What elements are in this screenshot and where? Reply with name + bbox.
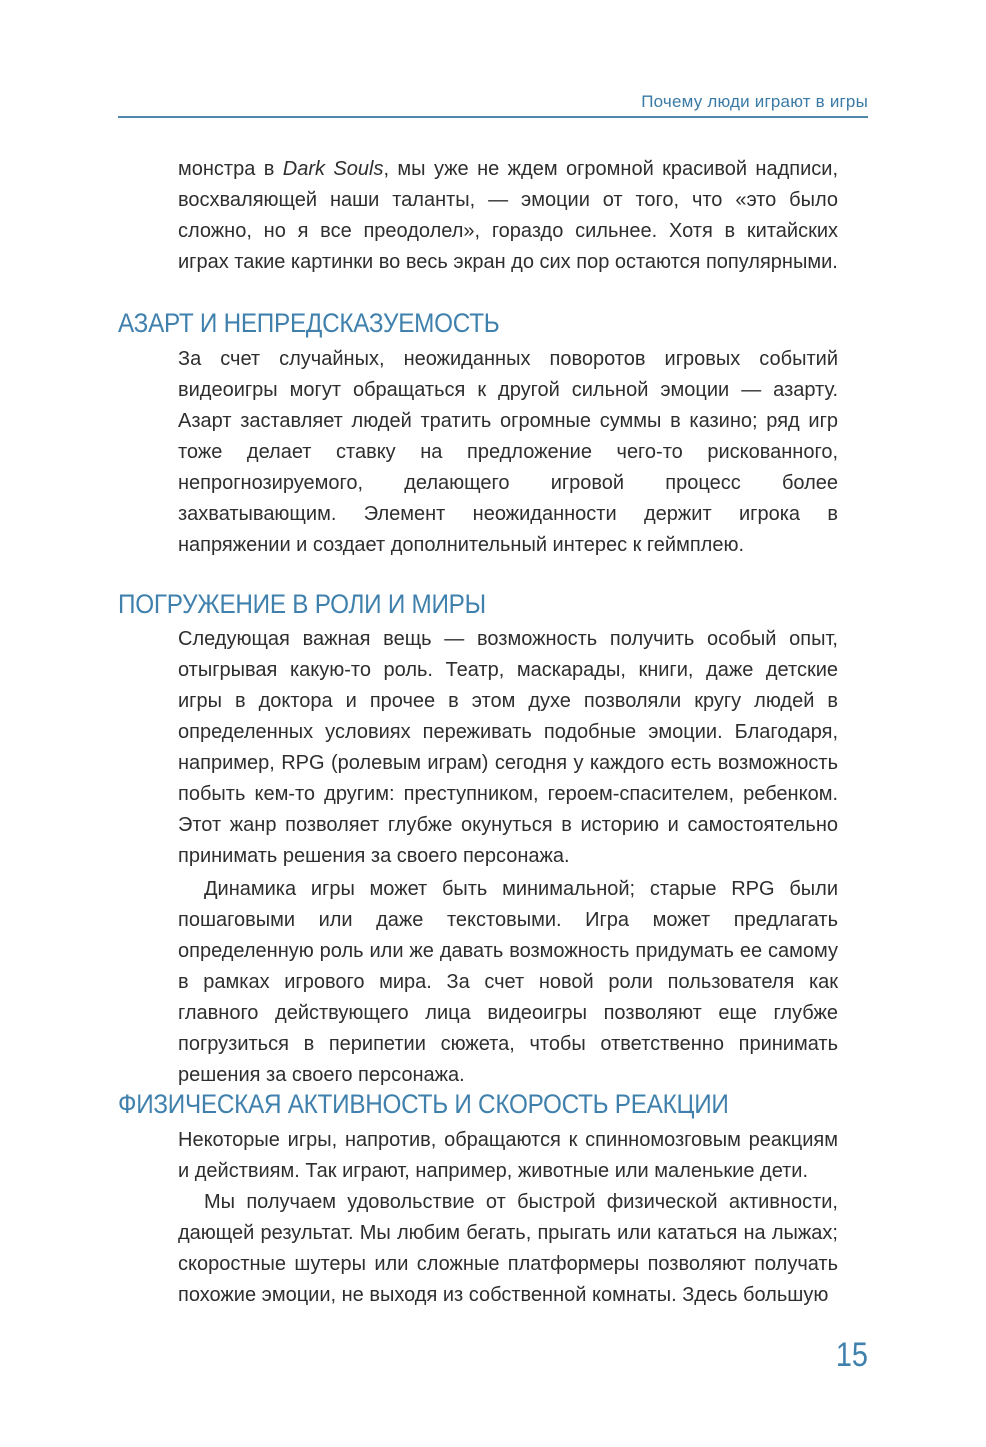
header-rule — [118, 116, 868, 118]
section-physical-paragraph-1: Некоторые игры, напротив, обращаются к спинномозговым реакциям и действиям. Так играют, например, животные или маленькие дети. — [178, 1129, 838, 1182]
page-number: 15 — [835, 1336, 868, 1374]
section-heading-gambling: АЗАРТ И НЕПРЕДСКАЗУЕМОСТЬ — [118, 308, 500, 338]
running-header-title: Почему люди играют в игры — [641, 92, 868, 111]
section-heading-immersion: ПОГРУЖЕНИЕ В РОЛИ И МИРЫ — [118, 589, 486, 619]
section-heading-physical: ФИЗИЧЕСКАЯ АКТИВНОСТЬ И СКОРОСТЬ РЕАКЦИИ — [118, 1089, 729, 1119]
section-physical-paragraph-2: Мы получаем удовольствие от быстрой физической активности, дающей результат. Мы любим бегать, прыгать или кататься на лыжах; скоростные шутеры или сложные платформеры позволяют получать похожие эмоции, не выходя из собственной комнаты. Здесь большую — [178, 1191, 838, 1306]
section-immersion-paragraph-2: Динамика игры может быть минимальной; старые RPG были пошаговыми или даже текстовыми. Игра может предлагать определенную роль или же давать возможность придумать ее самому в рамках игрового мира. За счет новой роли пользователя как главного действующего лица видеоигры позволяют еще глубже погрузиться в перипетии сюжета, чтобы ответственно принимать решения за своего персонажа. — [178, 878, 838, 1086]
section-gambling-paragraph: За счет случайных, неожиданных поворотов игровых событий видеоигры могут обращаться к другой сильной эмоции — азарту. Азарт заставляет людей тратить огромные суммы в казино; ряд игр тоже делает ставку на предложение чего-то рискованного, непрогнозируемого, делающего игровой процесс более захватывающим. Элемент неожиданности держит игрока в напряжении и создает дополнительный интерес к геймплею. — [178, 348, 838, 556]
section-immersion-paragraph-1: Следующая важная вещь — возможность получить особый опыт, отыгрывая какую-то роль. Театр, маскарады, книги, даже детские игры в доктора и прочее в этом духе позволяли кругу людей в определенных условиях переживать подобные эмоции. Благодаря, например, RPG (ролевым играм) сегодня у каждого есть возможность побыть кем-то другим: преступником, героем-спасителем, ребенком. Этот жанр позволяет глубже окунуться в историю и самостоятельно принимать решения за своего персонажа. — [178, 628, 838, 867]
intro-paragraph — [178, 154, 838, 278]
intro-lead: монстра в — [178, 158, 283, 180]
game-title-italic: Dark Souls — [282, 158, 384, 180]
intro-rest: , мы уже не ждем огромной красивой надписи, восхваляющей наши таланты, — эмоции от того, что «это было сложно, но я все преодолел», гораздо сильнее. Хотя в китайских играх такие картинки во весь экран до сих пор остаются популярными. — [178, 158, 839, 273]
